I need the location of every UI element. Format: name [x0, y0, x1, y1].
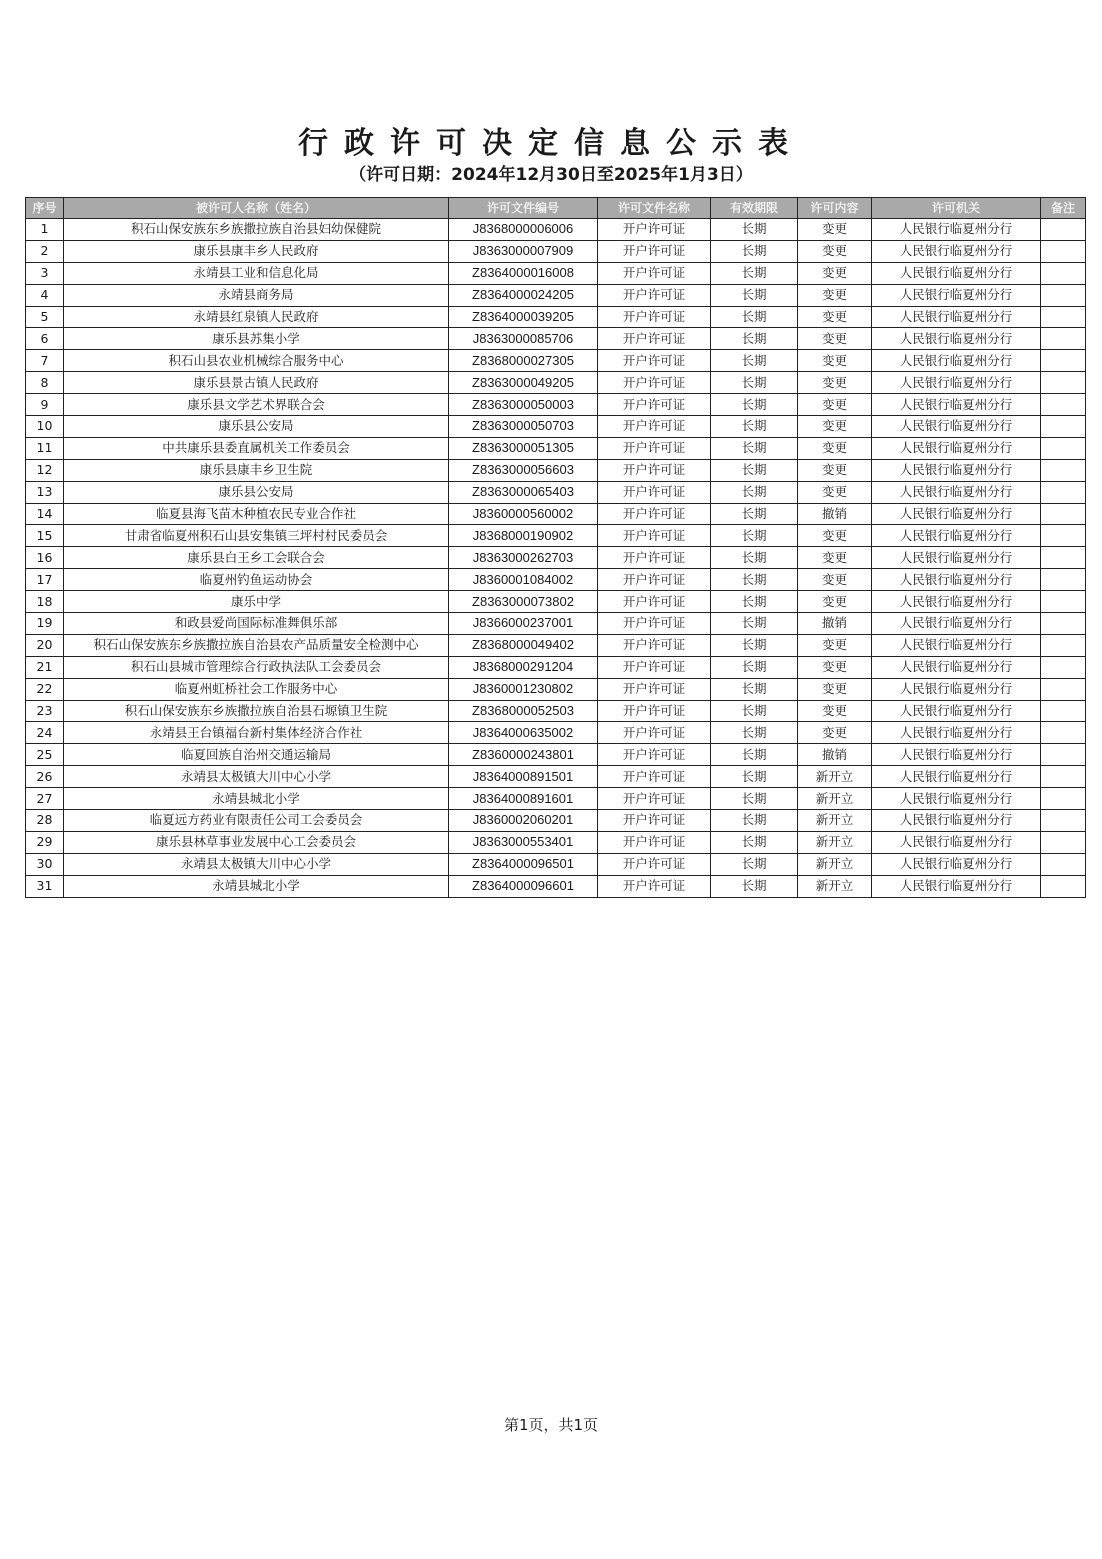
header-cell: 序号: [26, 198, 64, 219]
cell-license-name: 开户许可证: [598, 788, 711, 810]
cell-index: 20: [26, 634, 64, 656]
cell-index: 23: [26, 700, 64, 722]
table-row: [26, 525, 1086, 547]
cell-license-number: J8360002060201: [449, 810, 598, 832]
cell-authority: 人民银行临夏州分行: [872, 656, 1041, 678]
cell-validity: 长期: [711, 766, 798, 788]
cell-license-content: 变更: [798, 569, 872, 591]
cell-license-content: 撤销: [798, 613, 872, 635]
cell-license-content: 变更: [798, 350, 872, 372]
cell-licensee-name: 永靖县太极镇大川中心小学: [64, 853, 449, 875]
cell-licensee-name: 和政县爱尚国际标准舞俱乐部: [64, 613, 449, 635]
cell-index: 29: [26, 831, 64, 853]
cell-authority: 人民银行临夏州分行: [872, 372, 1041, 394]
cell-license-name: 开户许可证: [598, 547, 711, 569]
cell-license-content: 变更: [798, 284, 872, 306]
cell-authority: 人民银行临夏州分行: [872, 525, 1041, 547]
permit-date-range: （许可日期：2024年12月30日至2025年1月3日）: [349, 165, 753, 185]
cell-authority: 人民银行临夏州分行: [872, 810, 1041, 832]
cell-index: 18: [26, 591, 64, 613]
table-row: [26, 437, 1086, 459]
cell-licensee-name: 康乐县康丰乡卫生院: [64, 459, 449, 481]
cell-license-content: 变更: [798, 459, 872, 481]
cell-index: 8: [26, 372, 64, 394]
cell-index: 26: [26, 766, 64, 788]
cell-index: 15: [26, 525, 64, 547]
cell-license-number: Z8368000027305: [449, 350, 598, 372]
cell-remarks: [1041, 350, 1086, 372]
cell-authority: 人民银行临夏州分行: [872, 416, 1041, 438]
cell-index: 6: [26, 328, 64, 350]
cell-validity: 长期: [711, 481, 798, 503]
cell-license-number: J8366000237001: [449, 613, 598, 635]
cell-licensee-name: 积石山保安族东乡族撒拉族自治县石塬镇卫生院: [64, 700, 449, 722]
cell-license-name: 开户许可证: [598, 722, 711, 744]
cell-validity: 长期: [711, 416, 798, 438]
cell-license-name: 开户许可证: [598, 372, 711, 394]
cell-index: 3: [26, 262, 64, 284]
table-row: [26, 547, 1086, 569]
header-cell: 许可机关: [872, 198, 1041, 219]
cell-validity: 长期: [711, 744, 798, 766]
cell-index: 31: [26, 875, 64, 897]
table-row: [26, 503, 1086, 525]
cell-index: 30: [26, 853, 64, 875]
cell-validity: 长期: [711, 700, 798, 722]
table-row: [26, 240, 1086, 262]
table-row: [26, 744, 1086, 766]
cell-authority: 人民银行临夏州分行: [872, 306, 1041, 328]
cell-remarks: [1041, 306, 1086, 328]
cell-authority: 人民银行临夏州分行: [872, 459, 1041, 481]
table-row: [26, 678, 1086, 700]
cell-license-content: 变更: [798, 656, 872, 678]
cell-authority: 人民银行临夏州分行: [872, 481, 1041, 503]
cell-license-name: 开户许可证: [598, 416, 711, 438]
cell-validity: 长期: [711, 503, 798, 525]
cell-index: 1: [26, 219, 64, 241]
cell-license-name: 开户许可证: [598, 700, 711, 722]
cell-license-name: 开户许可证: [598, 240, 711, 262]
cell-license-name: 开户许可证: [598, 503, 711, 525]
cell-validity: 长期: [711, 831, 798, 853]
cell-licensee-name: 康乐中学: [64, 591, 449, 613]
page-number: 第1页，共1页: [503, 1416, 599, 1434]
cell-license-content: 变更: [798, 591, 872, 613]
cell-authority: 人民银行临夏州分行: [872, 766, 1041, 788]
cell-licensee-name: 康乐县白王乡工会联合会: [64, 547, 449, 569]
cell-licensee-name: 康乐县文学艺术界联合会: [64, 394, 449, 416]
table-row: [26, 591, 1086, 613]
cell-license-name: 开户许可证: [598, 831, 711, 853]
cell-index: 14: [26, 503, 64, 525]
cell-authority: 人民银行临夏州分行: [872, 219, 1041, 241]
cell-license-name: 开户许可证: [598, 744, 711, 766]
cell-validity: 长期: [711, 634, 798, 656]
cell-remarks: [1041, 678, 1086, 700]
cell-license-number: J8360000560002: [449, 503, 598, 525]
cell-license-number: Z8360000243801: [449, 744, 598, 766]
cell-index: 11: [26, 437, 64, 459]
cell-index: 9: [26, 394, 64, 416]
table-row: [26, 875, 1086, 897]
cell-licensee-name: 永靖县商务局: [64, 284, 449, 306]
cell-license-number: Z8363000050003: [449, 394, 598, 416]
cell-index: 7: [26, 350, 64, 372]
cell-license-name: 开户许可证: [598, 613, 711, 635]
cell-index: 10: [26, 416, 64, 438]
cell-authority: 人民银行临夏州分行: [872, 591, 1041, 613]
cell-validity: 长期: [711, 284, 798, 306]
table-row: [26, 262, 1086, 284]
cell-index: 24: [26, 722, 64, 744]
cell-licensee-name: 积石山保安族东乡族撒拉族自治县妇幼保健院: [64, 219, 449, 241]
cell-license-content: 新开立: [798, 788, 872, 810]
cell-license-name: 开户许可证: [598, 853, 711, 875]
cell-license-content: 变更: [798, 394, 872, 416]
cell-validity: 长期: [711, 306, 798, 328]
table-row: [26, 372, 1086, 394]
cell-license-number: Z8363000049205: [449, 372, 598, 394]
cell-license-content: 新开立: [798, 766, 872, 788]
cell-index: 4: [26, 284, 64, 306]
cell-validity: 长期: [711, 569, 798, 591]
cell-remarks: [1041, 262, 1086, 284]
cell-licensee-name: 永靖县红泉镇人民政府: [64, 306, 449, 328]
cell-license-name: 开户许可证: [598, 394, 711, 416]
cell-license-number: Z8363000056603: [449, 459, 598, 481]
cell-license-number: J8364000635002: [449, 722, 598, 744]
cell-authority: 人民银行临夏州分行: [872, 875, 1041, 897]
cell-license-name: 开户许可证: [598, 569, 711, 591]
cell-licensee-name: 康乐县公安局: [64, 481, 449, 503]
cell-license-number: Z8364000096501: [449, 853, 598, 875]
cell-licensee-name: 中共康乐县委直属机关工作委员会: [64, 437, 449, 459]
cell-validity: 长期: [711, 810, 798, 832]
cell-authority: 人民银行临夏州分行: [872, 240, 1041, 262]
cell-license-name: 开户许可证: [598, 284, 711, 306]
table-row: [26, 569, 1086, 591]
cell-license-content: 变更: [798, 700, 872, 722]
cell-remarks: [1041, 569, 1086, 591]
table-row: [26, 634, 1086, 656]
cell-licensee-name: 临夏远方药业有限责任公司工会委员会: [64, 810, 449, 832]
cell-license-number: Z8363000073802: [449, 591, 598, 613]
cell-index: 13: [26, 481, 64, 503]
cell-remarks: [1041, 240, 1086, 262]
header-cell: 许可内容: [798, 198, 872, 219]
cell-license-name: 开户许可证: [598, 219, 711, 241]
cell-remarks: [1041, 525, 1086, 547]
cell-validity: 长期: [711, 459, 798, 481]
cell-license-number: J8360001084002: [449, 569, 598, 591]
cell-licensee-name: 临夏州虹桥社会工作服务中心: [64, 678, 449, 700]
cell-license-content: 变更: [798, 416, 872, 438]
cell-validity: 长期: [711, 525, 798, 547]
cell-license-content: 变更: [798, 525, 872, 547]
cell-license-content: 变更: [798, 372, 872, 394]
cell-license-content: 新开立: [798, 853, 872, 875]
cell-remarks: [1041, 328, 1086, 350]
table-row: [26, 810, 1086, 832]
cell-license-content: 变更: [798, 481, 872, 503]
cell-license-number: J8368000291204: [449, 656, 598, 678]
table-row: [26, 328, 1086, 350]
cell-remarks: [1041, 853, 1086, 875]
cell-authority: 人民银行临夏州分行: [872, 831, 1041, 853]
cell-index: 17: [26, 569, 64, 591]
table-row: [26, 613, 1086, 635]
cell-index: 27: [26, 788, 64, 810]
cell-index: 25: [26, 744, 64, 766]
cell-licensee-name: 康乐县林草事业发展中心工会委员会: [64, 831, 449, 853]
cell-licensee-name: 甘肃省临夏州积石山县安集镇三坪村村民委员会: [64, 525, 449, 547]
cell-remarks: [1041, 613, 1086, 635]
cell-licensee-name: 永靖县城北小学: [64, 875, 449, 897]
cell-licensee-name: 康乐县康丰乡人民政府: [64, 240, 449, 262]
cell-license-name: 开户许可证: [598, 481, 711, 503]
cell-validity: 长期: [711, 350, 798, 372]
cell-authority: 人民银行临夏州分行: [872, 788, 1041, 810]
table-row: [26, 481, 1086, 503]
table-row: [26, 350, 1086, 372]
cell-license-name: 开户许可证: [598, 591, 711, 613]
cell-license-content: 变更: [798, 240, 872, 262]
cell-license-number: J8368000006006: [449, 219, 598, 241]
cell-licensee-name: 临夏县海飞苗木种植农民专业合作社: [64, 503, 449, 525]
table-header-row: [26, 198, 1086, 219]
cell-license-number: Z8368000049402: [449, 634, 598, 656]
table-row: [26, 219, 1086, 241]
cell-remarks: [1041, 547, 1086, 569]
table-row: [26, 459, 1086, 481]
header-cell: 许可文件名称: [598, 198, 711, 219]
cell-license-number: Z8364000096601: [449, 875, 598, 897]
cell-license-number: J8360001230802: [449, 678, 598, 700]
cell-authority: 人民银行临夏州分行: [872, 722, 1041, 744]
cell-license-name: 开户许可证: [598, 678, 711, 700]
cell-license-number: J8368000190902: [449, 525, 598, 547]
table-row: [26, 722, 1086, 744]
cell-remarks: [1041, 219, 1086, 241]
cell-license-number: J8363000553401: [449, 831, 598, 853]
cell-remarks: [1041, 875, 1086, 897]
cell-licensee-name: 永靖县太极镇大川中心小学: [64, 766, 449, 788]
cell-remarks: [1041, 634, 1086, 656]
cell-license-number: Z8364000039205: [449, 306, 598, 328]
cell-licensee-name: 永靖县工业和信息化局: [64, 262, 449, 284]
cell-licensee-name: 积石山保安族东乡族撒拉族自治县农产品质量安全检测中心: [64, 634, 449, 656]
cell-license-content: 变更: [798, 678, 872, 700]
header-cell: 有效期限: [711, 198, 798, 219]
cell-license-number: Z8363000050703: [449, 416, 598, 438]
cell-license-name: 开户许可证: [598, 766, 711, 788]
cell-licensee-name: 康乐县苏集小学: [64, 328, 449, 350]
cell-authority: 人民银行临夏州分行: [872, 634, 1041, 656]
cell-license-content: 变更: [798, 437, 872, 459]
cell-validity: 长期: [711, 788, 798, 810]
cell-license-number: Z8368000052503: [449, 700, 598, 722]
cell-license-content: 变更: [798, 306, 872, 328]
cell-authority: 人民银行临夏州分行: [872, 437, 1041, 459]
cell-license-number: J8363000007909: [449, 240, 598, 262]
cell-license-name: 开户许可证: [598, 262, 711, 284]
table-row: [26, 700, 1086, 722]
header-cell: 被许可人名称（姓名）: [64, 198, 449, 219]
cell-license-number: Z8363000051305: [449, 437, 598, 459]
cell-remarks: [1041, 416, 1086, 438]
cell-index: 5: [26, 306, 64, 328]
cell-validity: 长期: [711, 591, 798, 613]
cell-validity: 长期: [711, 328, 798, 350]
cell-validity: 长期: [711, 613, 798, 635]
cell-remarks: [1041, 722, 1086, 744]
header-cell: 许可文件编号: [449, 198, 598, 219]
cell-remarks: [1041, 284, 1086, 306]
cell-remarks: [1041, 591, 1086, 613]
permit-table: [25, 197, 1086, 898]
cell-authority: 人民银行临夏州分行: [872, 328, 1041, 350]
cell-index: 28: [26, 810, 64, 832]
cell-validity: 长期: [711, 722, 798, 744]
cell-remarks: [1041, 481, 1086, 503]
table-row: [26, 766, 1086, 788]
cell-license-number: Z8364000016008: [449, 262, 598, 284]
cell-index: 2: [26, 240, 64, 262]
cell-validity: 长期: [711, 656, 798, 678]
cell-licensee-name: 永靖县城北小学: [64, 788, 449, 810]
cell-license-number: J8364000891501: [449, 766, 598, 788]
table-row: [26, 284, 1086, 306]
cell-validity: 长期: [711, 240, 798, 262]
cell-licensee-name: 永靖县王台镇福台新村集体经济合作社: [64, 722, 449, 744]
cell-license-content: 撤销: [798, 503, 872, 525]
cell-licensee-name: 康乐县公安局: [64, 416, 449, 438]
cell-authority: 人民银行临夏州分行: [872, 503, 1041, 525]
cell-remarks: [1041, 656, 1086, 678]
cell-licensee-name: 临夏州钓鱼运动协会: [64, 569, 449, 591]
cell-validity: 长期: [711, 437, 798, 459]
cell-index: 16: [26, 547, 64, 569]
cell-remarks: [1041, 372, 1086, 394]
cell-remarks: [1041, 744, 1086, 766]
cell-validity: 长期: [711, 853, 798, 875]
table-row: [26, 656, 1086, 678]
cell-remarks: [1041, 831, 1086, 853]
cell-license-name: 开户许可证: [598, 437, 711, 459]
cell-authority: 人民银行临夏州分行: [872, 394, 1041, 416]
cell-index: 19: [26, 613, 64, 635]
cell-licensee-name: 康乐县景古镇人民政府: [64, 372, 449, 394]
cell-license-name: 开户许可证: [598, 350, 711, 372]
cell-license-content: 新开立: [798, 831, 872, 853]
cell-licensee-name: 积石山县城市管理综合行政执法队工会委员会: [64, 656, 449, 678]
cell-validity: 长期: [711, 394, 798, 416]
cell-license-name: 开户许可证: [598, 525, 711, 547]
table-row: [26, 306, 1086, 328]
cell-validity: 长期: [711, 372, 798, 394]
cell-authority: 人民银行临夏州分行: [872, 284, 1041, 306]
header-cell: 备注: [1041, 198, 1086, 219]
cell-license-name: 开户许可证: [598, 810, 711, 832]
cell-license-content: 变更: [798, 634, 872, 656]
cell-license-number: J8364000891601: [449, 788, 598, 810]
cell-license-content: 撤销: [798, 744, 872, 766]
cell-license-number: J8363000262703: [449, 547, 598, 569]
cell-authority: 人民银行临夏州分行: [872, 853, 1041, 875]
cell-license-content: 变更: [798, 262, 872, 284]
cell-authority: 人民银行临夏州分行: [872, 700, 1041, 722]
cell-license-name: 开户许可证: [598, 328, 711, 350]
cell-index: 12: [26, 459, 64, 481]
table-row: [26, 416, 1086, 438]
table-body: [26, 219, 1086, 898]
cell-validity: 长期: [711, 219, 798, 241]
cell-license-content: 新开立: [798, 810, 872, 832]
cell-remarks: [1041, 437, 1086, 459]
cell-license-name: 开户许可证: [598, 459, 711, 481]
cell-license-content: 变更: [798, 547, 872, 569]
cell-index: 21: [26, 656, 64, 678]
cell-license-content: 变更: [798, 328, 872, 350]
cell-license-name: 开户许可证: [598, 656, 711, 678]
cell-validity: 长期: [711, 875, 798, 897]
cell-license-content: 新开立: [798, 875, 872, 897]
cell-remarks: [1041, 766, 1086, 788]
cell-remarks: [1041, 503, 1086, 525]
cell-remarks: [1041, 394, 1086, 416]
cell-licensee-name: 临夏回族自治州交通运输局: [64, 744, 449, 766]
cell-remarks: [1041, 700, 1086, 722]
cell-index: 22: [26, 678, 64, 700]
cell-authority: 人民银行临夏州分行: [872, 569, 1041, 591]
cell-authority: 人民银行临夏州分行: [872, 547, 1041, 569]
table-row: [26, 831, 1086, 853]
cell-authority: 人民银行临夏州分行: [872, 613, 1041, 635]
page-title: 行政许可决定信息公示表: [298, 126, 804, 161]
cell-authority: 人民银行临夏州分行: [872, 678, 1041, 700]
table-row: [26, 788, 1086, 810]
cell-authority: 人民银行临夏州分行: [872, 262, 1041, 284]
cell-validity: 长期: [711, 547, 798, 569]
cell-remarks: [1041, 788, 1086, 810]
cell-license-content: 变更: [798, 722, 872, 744]
cell-authority: 人民银行临夏州分行: [872, 350, 1041, 372]
cell-license-name: 开户许可证: [598, 306, 711, 328]
table-row: [26, 394, 1086, 416]
cell-license-name: 开户许可证: [598, 634, 711, 656]
cell-validity: 长期: [711, 678, 798, 700]
cell-license-name: 开户许可证: [598, 875, 711, 897]
table-row: [26, 853, 1086, 875]
cell-remarks: [1041, 459, 1086, 481]
cell-license-number: Z8364000024205: [449, 284, 598, 306]
cell-license-content: 变更: [798, 219, 872, 241]
cell-license-number: Z8363000065403: [449, 481, 598, 503]
cell-authority: 人民银行临夏州分行: [872, 744, 1041, 766]
cell-licensee-name: 积石山县农业机械综合服务中心: [64, 350, 449, 372]
cell-license-number: J8363000085706: [449, 328, 598, 350]
permit-table-container: [25, 197, 1085, 898]
cell-remarks: [1041, 810, 1086, 832]
cell-validity: 长期: [711, 262, 798, 284]
